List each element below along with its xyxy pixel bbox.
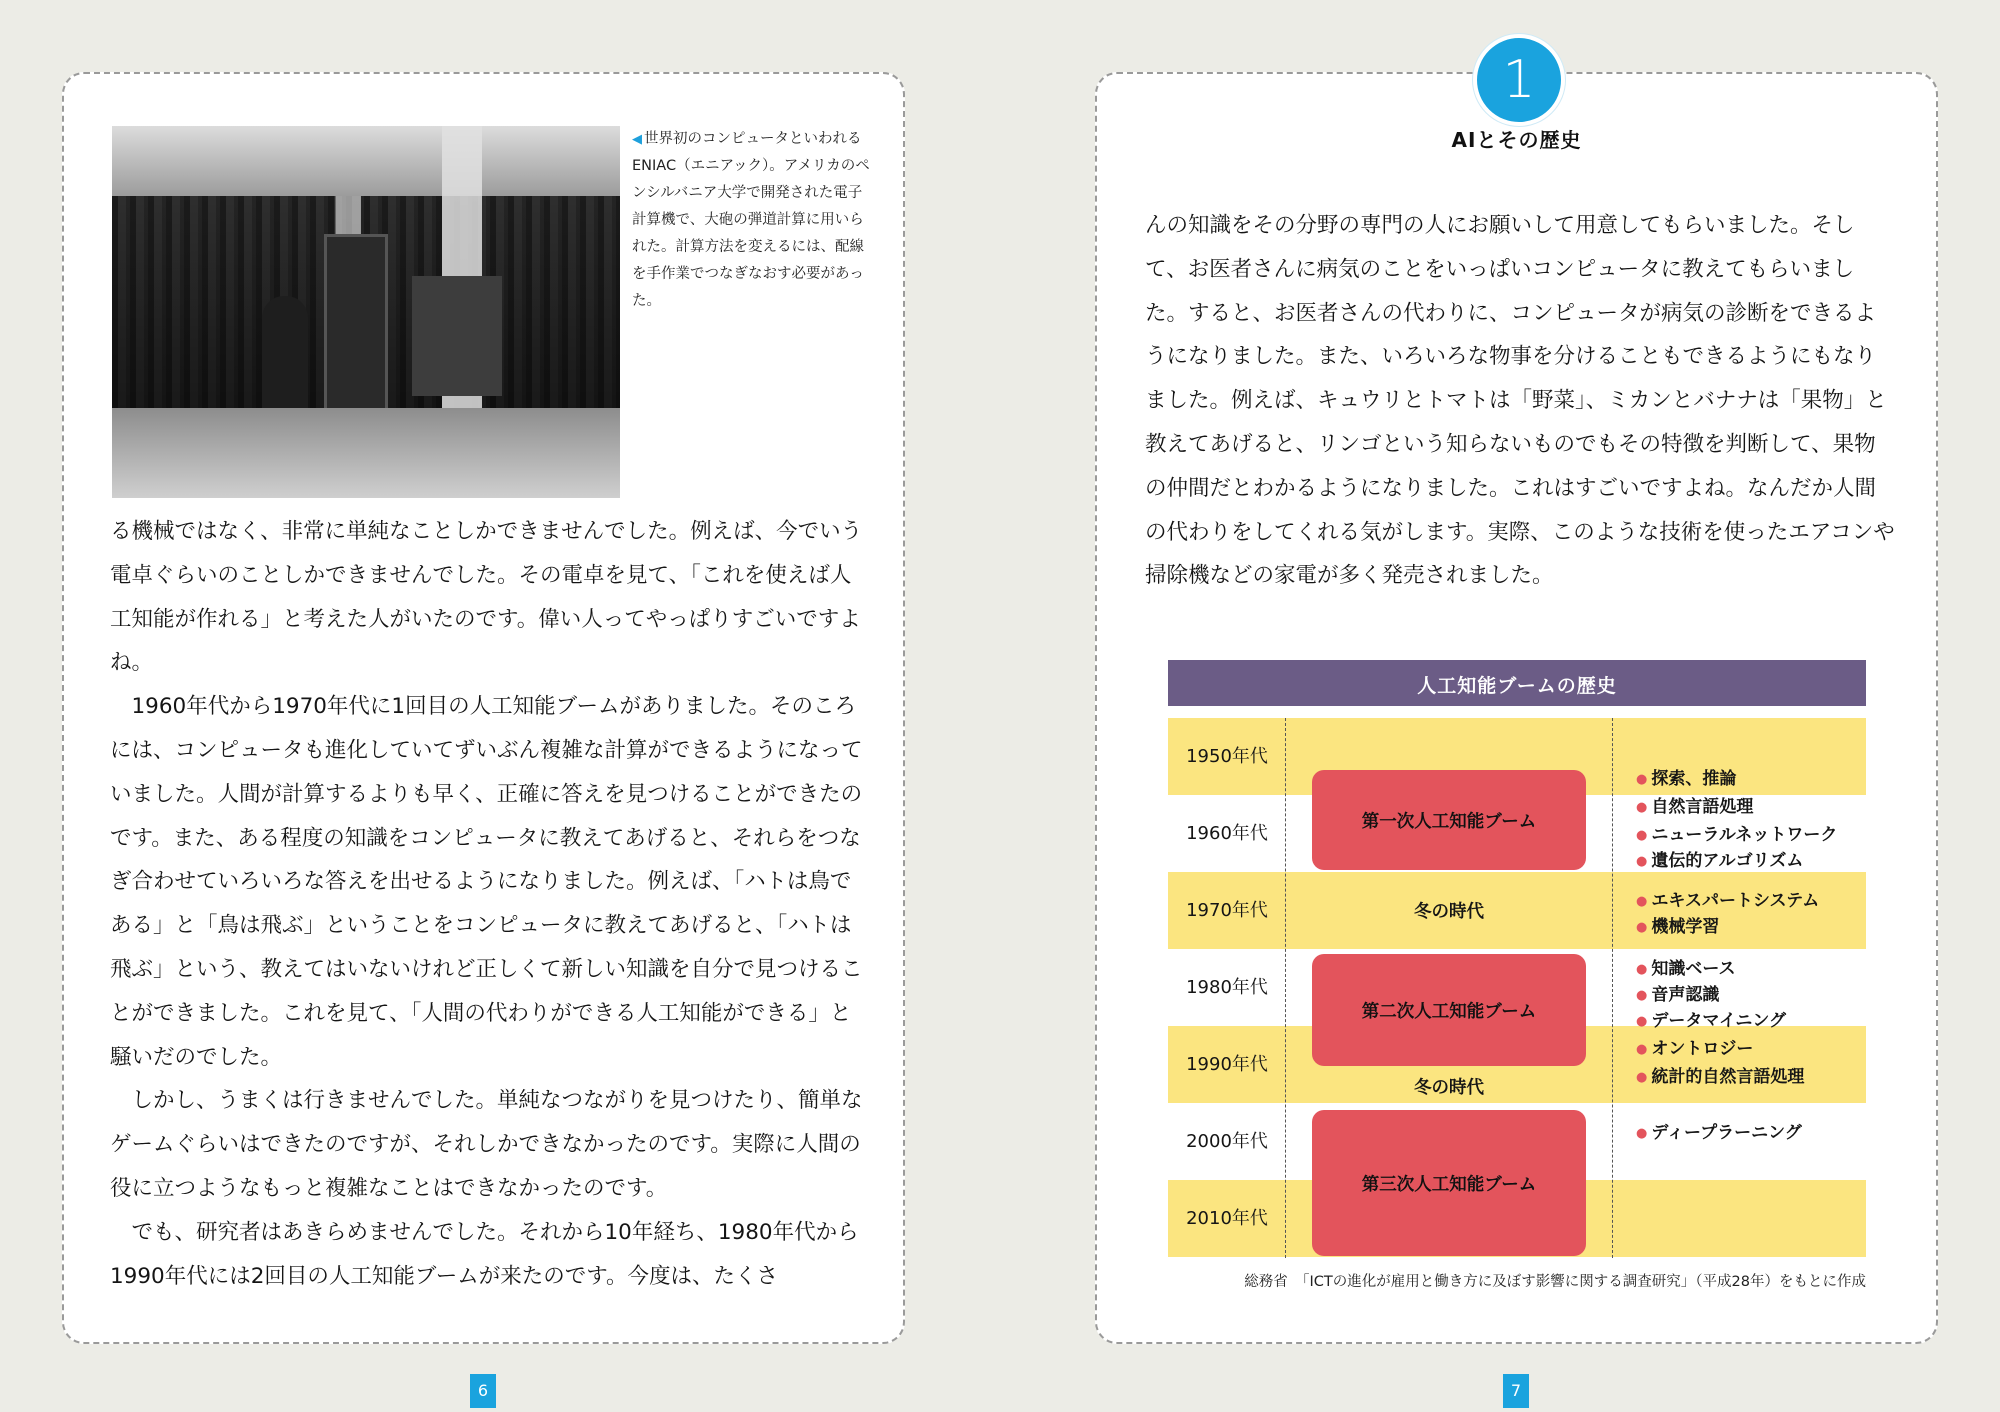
left-paragraph-3: しかし、うまくは行きませんでした。単純なつながりを見つけたり、簡単なゲームぐらいはできたのですが、それしかできなかったのです。実際に人間の役に立つようなもっと複雑なことはできなかったのです。 bbox=[110, 1088, 863, 1201]
year-label: 2010年代 bbox=[1186, 1208, 1268, 1229]
timeline-divider bbox=[1285, 718, 1286, 1258]
tech-item: ● オントロジー bbox=[1636, 1034, 1753, 1059]
tech-item: ● 遺伝的アルゴリズム bbox=[1636, 846, 1803, 871]
timeline-body bbox=[1168, 718, 1866, 1258]
tech-item: ● 知識ベース bbox=[1636, 954, 1736, 979]
first-ai-boom: 第一次人工知能ブーム bbox=[1312, 770, 1586, 870]
caption-triangle-icon: ◀ bbox=[632, 132, 642, 147]
year-label: 1980年代 bbox=[1186, 977, 1268, 998]
page-number-left: 6 bbox=[470, 1374, 496, 1408]
year-label: 2000年代 bbox=[1186, 1131, 1268, 1152]
ai-boom-timeline bbox=[1168, 660, 1866, 1258]
left-paragraph-2: 1960年代から1970年代に1回目の人工知能ブームがありました。そのころには、コンピュータも進化していてずいぶん複雑な計算ができるようになっていました。人間が計算するよりも早く、正確に答えを見つけることができたのです。また、ある程度の知識をコンピュータに教えてあげると、それらをつなぎ合わせていろいろな答えを出せるようになりました。例えば、「ハトは鳥である」と「鳥は飛ぶ」ということをコンピュータに教えてあげると、「ハトは飛ぶ」という、教えてはいないけれど正しくて新しい知識を自分で見つけることができました。これを見て、「人間の代わりができる人工知能ができる」と騒いだのでした。 bbox=[110, 694, 863, 1070]
year-label: 1990年代 bbox=[1186, 1054, 1268, 1075]
left-paragraph-1: る機械ではなく、非常に単純なことしかできませんでした。例えば、今でいう電卓ぐらいのことしかできませんでした。その電卓を見て、「これを使えば人工知能が作れる」と考えた人がいたのです。偉い人ってやっぱりすごいですよね。 bbox=[110, 519, 863, 676]
timeline-title: 人工知能ブームの歴史 bbox=[1168, 660, 1866, 706]
year-label: 1960年代 bbox=[1186, 823, 1268, 844]
left-paragraph-4: でも、研究者はあきらめませんでした。それから10年経ち、1980年代から1990年代には2回目の人工知能ブームが来たのです。今度は、たくさ bbox=[110, 1219, 859, 1289]
right-body-text bbox=[1145, 204, 1897, 598]
ai-winter-1: 冬の時代 bbox=[1414, 902, 1484, 922]
third-ai-boom: 第三次人工知能ブーム bbox=[1312, 1110, 1586, 1256]
photo-caption bbox=[632, 126, 870, 315]
tech-item: ● 探索、推論 bbox=[1636, 764, 1736, 789]
year-label: 1970年代 bbox=[1186, 900, 1268, 921]
tech-item: ● ディープラーニング bbox=[1636, 1118, 1802, 1143]
right-paragraph-1: んの知識をその分野の専門の人にお願いして用意してもらいました。そして、お医者さんに病気のことをいっぱいコンピュータに教えてもらいました。すると、お医者さんの代わりに、コンピュータが病気の診断をできるようになりました。また、いろいろな物事を分けることもできるようにもなりました。例えば、キュウリとトマトは「野菜」、ミカンとバナナは「果物」と教えてあげると、リンゴという知らないものでもその特徴を判断して、果物の仲間だとわかるようになりました。これはすごいですよね。なんだか人間の代わりをしてくれる気がします。実際、このような技術を使ったエアコンや掃除機などの家電が多く発売されました。 bbox=[1145, 213, 1895, 589]
left-body-text bbox=[110, 510, 872, 1298]
timeline-source: 総務省 「ICTの進化が雇用と働き方に及ぼす影響に関する調査研究」（平成28年）をもとに作成 bbox=[1244, 1274, 1866, 1290]
left-page bbox=[62, 72, 905, 1344]
eniac-photo bbox=[112, 126, 620, 498]
chapter-title: AIとその歴史 bbox=[1451, 128, 1582, 152]
page-number-right: 7 bbox=[1503, 1374, 1529, 1408]
second-ai-boom: 第二次人工知能ブーム bbox=[1312, 954, 1586, 1066]
caption-text: 世界初のコンピュータといわれるENIAC（エニアック）。アメリカのペンシルバニア大学で開発された電子計算機で、大砲の弾道計算に用いられた。計算方法を変えるには、配線を手作業でつなぎなおす必要があった。 bbox=[632, 131, 870, 309]
tech-item: ● 音声認識 bbox=[1636, 980, 1719, 1005]
tech-item: ● 自然言語処理 bbox=[1636, 792, 1753, 817]
tech-item: ● 機械学習 bbox=[1636, 912, 1719, 937]
year-label: 1950年代 bbox=[1186, 746, 1268, 767]
tech-item: ● ニューラルネットワーク bbox=[1636, 820, 1837, 845]
tech-item: ● 統計的自然言語処理 bbox=[1636, 1062, 1804, 1087]
chapter-number-badge: 1 bbox=[1473, 34, 1565, 126]
tech-item: ● エキスパートシステム bbox=[1636, 886, 1819, 911]
ai-winter-2: 冬の時代 bbox=[1414, 1078, 1484, 1098]
timeline-divider bbox=[1612, 718, 1613, 1258]
tech-item: ● データマイニング bbox=[1636, 1006, 1786, 1031]
